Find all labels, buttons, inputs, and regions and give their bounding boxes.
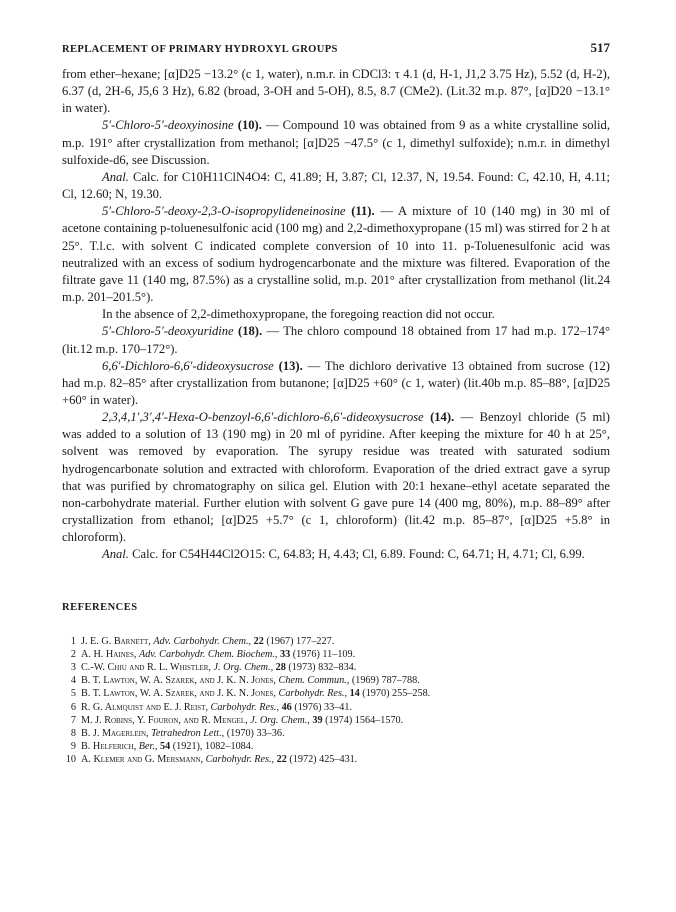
compound-title: 6,6′-Dichloro-6,6′-dideoxysucrose [102, 358, 274, 373]
references-heading: REFERENCES [62, 601, 138, 613]
reference-volume: 39 [312, 714, 323, 726]
paragraph-analysis-10 [62, 169, 610, 203]
reference-number: 6 [70, 701, 76, 713]
analysis-label: Anal. [102, 547, 129, 562]
reference-journal: Ber., [138, 741, 158, 753]
reference-number: 1 [70, 635, 76, 647]
paragraph-compound-10 [62, 117, 610, 168]
reference-number: 4 [70, 675, 76, 687]
paragraph-text: Calc. for C10H11ClN4O4: C, 41.89; H, 3.87; Cl, 12.37, N, 19.54. Found: C, 42.10, H, 4.11; Cl, 12.60; N, 19.30. [62, 169, 610, 202]
paragraph-compound-11 [62, 203, 610, 306]
compound-title: 5′-Chloro-5′-deoxy-2,3-O-isopropylideneinosine [102, 204, 346, 219]
paragraph-analysis-14 [62, 546, 610, 563]
reference-pages: (1972) 425–431. [286, 754, 358, 766]
reference-pages: (1967) 177–227. [263, 635, 335, 647]
reference-journal: Adv. Carbohydr. Chem., [153, 635, 252, 647]
reference-number: 9 [70, 741, 76, 753]
paragraph-compound-18 [62, 323, 610, 357]
reference-text [81, 727, 285, 740]
reference-pages: (1970) 33–36. [226, 727, 285, 739]
reference-item [62, 687, 610, 700]
reference-item [62, 674, 610, 687]
paragraph-text: Calc. for C54H44Cl2O15: C, 64.83; H, 4.43; Cl, 6.89. Found: C, 64.71; H, 4.71; Cl, 6.99. [128, 547, 585, 562]
reference-item [62, 727, 610, 740]
reference-journal: Adv. Carbohydr. Chem. Biochem., [138, 648, 278, 660]
reference-volume: 46 [281, 701, 292, 713]
reference-authors: M. J. Robins, Y. Fouron, and R. Mengel, [81, 714, 248, 726]
paragraph-text: — Benzoyl chloride (5 ml) was added to a solution of 13 (190 mg) in 20 ml of pyridine. After keeping the mixture for 40 h at 25°, solvent was removed by evaporation. The syrupy residue was treated with saturated sodium hydrogencarbonate solution and extracted with chloroform. Evaporation of the dried extract gave a syrup that was purified by chromatography on silica gel. Elution with 20:1 hexane–ethyl acetate separated the non-carbohydrate material. Further elution with solvent G gave pure 14 (400 mg, 80%), m.p. 88–89° after crystallization from ethanol; [α]D25 +5.7° (c 1, chloroform) (lit.42 m.p. 85–87°, [α]D25 +5.8° in chloroform). [62, 410, 610, 545]
reference-volume: 33 [279, 648, 291, 660]
reference-item [62, 740, 610, 753]
reference-item [62, 648, 610, 661]
compound-title: 5′-Chloro-5′-deoxyinosine [102, 118, 234, 133]
reference-journal: Tetrahedron Lett., [151, 727, 225, 739]
experimental-section [62, 66, 610, 564]
reference-number: 7 [70, 714, 76, 726]
paragraph-note: In the absence of 2,2-dimethoxypropane, the foregoing reaction did not occur. [102, 307, 495, 322]
reference-volume: 22 [276, 754, 287, 766]
reference-text [81, 714, 403, 727]
reference-pages: (1974) 1564–1570. [322, 714, 404, 726]
running-title: REPLACEMENT OF PRIMARY HYDROXYL GROUPS [62, 44, 338, 55]
reference-text [81, 635, 334, 648]
reference-text [81, 701, 352, 714]
reference-volume: 28 [275, 661, 286, 673]
reference-authors: A. Klemer and G. Mersmann, [81, 754, 204, 766]
reference-authors: C.-W. Chiu and R. L. Whistler, [81, 661, 211, 673]
compound-number: (18). [238, 324, 263, 339]
compound-number: (14). [430, 410, 455, 425]
paragraph-compound-13 [62, 358, 610, 409]
paragraph-continuation: from ether–hexane; [α]D25 −13.2° (c 1, water), n.m.r. in CDCl3: τ 4.1 (d, H-1, J1,2 3.75 Hz), 5.52 (d, H-2), 6.37 (d, 2H-6, J5,6 3 Hz), 6.82 (broad, 3-OH and 5-OH), 8.5, 8.7 (CMe2). (Lit.32 m.p. 87°, [α]D20 −13.1° in water). [62, 67, 610, 116]
reference-number: 3 [70, 661, 76, 673]
reference-authors: B. T. Lawton, W. A. Szarek, and J. K. N. Jones, [81, 688, 276, 700]
reference-number: 5 [70, 688, 76, 700]
reference-item [62, 714, 610, 727]
reference-journal: Carbohydr. Res., [205, 754, 275, 766]
reference-item [62, 635, 610, 648]
reference-text [81, 740, 253, 753]
journal-page [62, 40, 610, 767]
reference-authors: J. E. G. Barnett, [81, 635, 151, 647]
reference-journal: J. Org. Chem., [250, 714, 310, 726]
paragraph-compound-14 [62, 409, 610, 546]
compound-title: 2,3,4,1′,3′,4′-Hexa-O-benzoyl-6,6′-dichloro-6,6′-dideoxysucrose [102, 410, 424, 425]
paragraph-text: — A mixture of 10 (140 mg) in 30 ml of acetone containing p-toluenesulfonic acid (100 mg) and 2,2-dimethoxypropane (15 ml) was stirred for 2 h at 25°. T.l.c. with solvent C indicated complete conversion of 10 into 11. p-Toluenesulfonic acid was neutralized with an excess of sodium hydrogencarbonate and the mixture was filtered. Evaporation of the filtrate gave 11 (140 mg, 87.5%) as a crystalline solid, m.p. 201° after crystallization from methanol (lit.24 m.p. 201–201.5°). [62, 204, 610, 305]
reference-authors: B. J. Magerlein, [81, 727, 149, 739]
reference-text [81, 674, 420, 687]
reference-pages: (1973) 832–834. [285, 661, 357, 673]
compound-number: (10). [237, 118, 262, 133]
reference-number: 2 [70, 648, 76, 660]
paragraph-text: — The chloro compound 18 obtained from 17 had m.p. 172–174° (lit.12 m.p. 170–172°). [62, 324, 611, 356]
compound-number: (11). [351, 204, 375, 219]
reference-pages: (1976) 11–109. [290, 648, 356, 660]
analysis-label: Anal. [102, 169, 129, 184]
page-number: 517 [590, 40, 610, 55]
reference-text [81, 648, 355, 661]
reference-authors: B. Helferich, [81, 741, 137, 753]
reference-pages: (1921), 1082–1084. [170, 741, 254, 753]
reference-pages: (1970) 255–258. [359, 688, 431, 700]
references-list [62, 635, 610, 767]
reference-pages: (1976) 33–41. [291, 701, 353, 713]
reference-volume: 22 [253, 635, 264, 647]
reference-authors: B. T. Lawton, W. A. Szarek, and J. K. N. Jones, [81, 675, 276, 687]
compound-title: 5′-Chloro-5′-deoxyuridine [102, 324, 234, 339]
reference-number: 8 [70, 727, 76, 739]
running-header [62, 40, 610, 56]
reference-item [62, 661, 610, 674]
paragraph-text: — Compound 10 was obtained from 9 as a white crystalline solid, m.p. 191° after crystallization from methanol; [α]D25 −47.5° (c 1, dimethyl sulfoxide); n.m.r. in dimethyl sulfoxide-d6, see Discussion. [62, 118, 610, 167]
reference-journal: Carbohydr. Res., [210, 701, 280, 713]
reference-text [81, 687, 430, 700]
reference-pages: (1969) 787–788. [351, 675, 420, 687]
reference-journal: Chem. Commun., [278, 675, 350, 687]
reference-number: 10 [65, 754, 76, 766]
reference-journal: Carbohydr. Res., [278, 688, 348, 700]
reference-authors: R. G. Almquist and E. J. Reist, [81, 701, 208, 713]
reference-authors: A. H. Haines, [81, 648, 137, 660]
reference-item [62, 701, 610, 714]
reference-volume: 14 [349, 688, 360, 700]
paragraph-text: — The dichloro derivative 13 obtained from sucrose (12) had m.p. 82–85° after crystallization from butanone; [α]D25 +60° (c 1, water) (lit.40b m.p. 85–88°, [α]D25 +60° in water). [62, 358, 610, 407]
reference-item [62, 753, 610, 766]
reference-text [81, 661, 356, 674]
reference-text [81, 753, 357, 766]
reference-journal: J. Org. Chem., [213, 661, 274, 673]
reference-volume: 54 [160, 741, 171, 753]
compound-number: (13). [278, 358, 303, 373]
